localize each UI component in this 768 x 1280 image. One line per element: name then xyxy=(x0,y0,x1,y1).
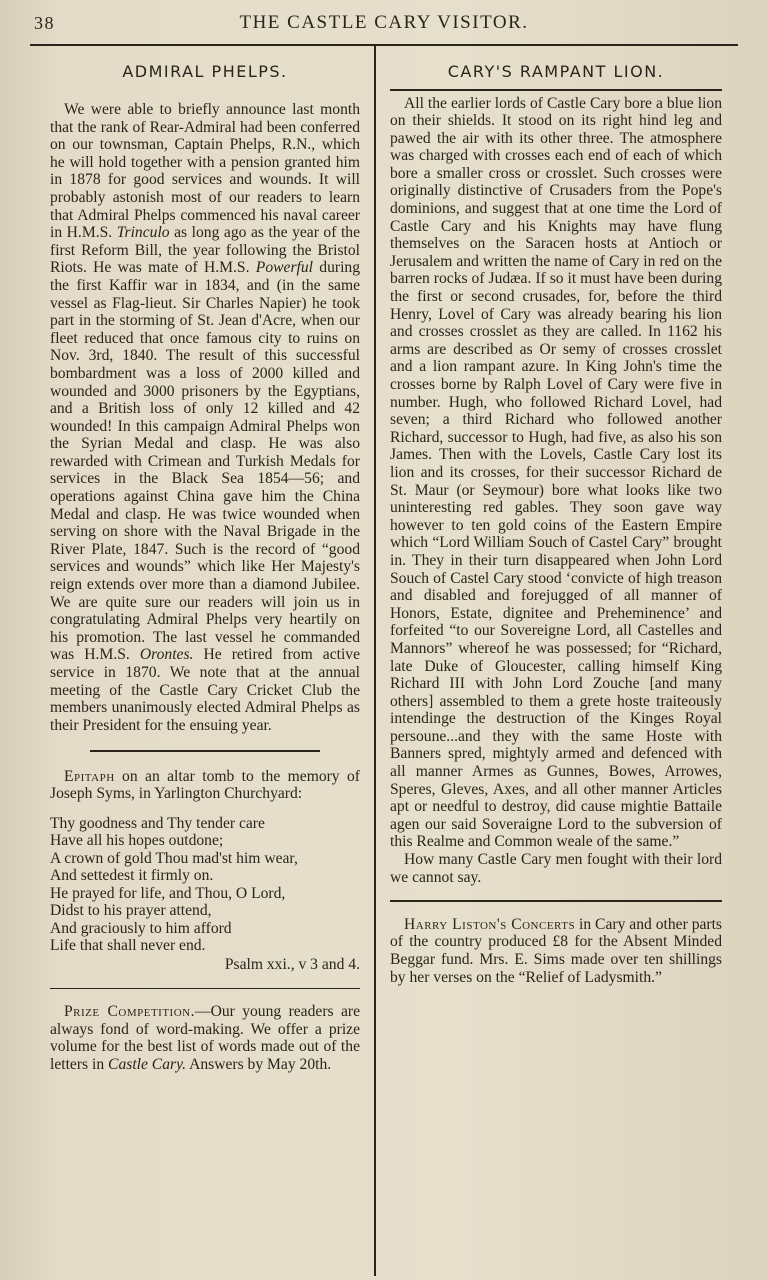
section-separator xyxy=(90,750,320,752)
text-segment: as long ago as the year of the first Reform Bill, the year following the Bristol Riots. He was mate of H.M.S. xyxy=(50,224,360,277)
column-divider xyxy=(374,46,376,1276)
article-title-admiral-phelps: ADMIRAL PHELPS. xyxy=(122,62,288,81)
article-carys-rampant-lion-body: All the earlier lords of Castle Cary bore a blue lion on their shields. It stood on its right hind leg and pawed the air with its other three. The atmosphere was charged with crosses each end of each of which bore a smaller cross or crosslet. Such crosses were originally distinctive of Crusaders from the Pope's dominions, and suggest that at one time the Lord of Castle Cary and his Knights may have flung themselves on the Saracen hosts at Antioch or Jerusalem and written the name of Cary in red on the barren rocks of Judæa. If so it must have been during the first or second crusades, for, before the third Henry, Lovel of Cary was already bearing his lion and crosses crosslet as they are called. In 1162 his arms are described as Or semy of crosses crosslet and a lion rampant azure. In King John's time the crosses borne by Ralph Lovel of Cary were five in number. Hugh, who followed Richard Lovel, had seven; a third Richard who followed another Richard, successor to Hugh, had five, as also his son James. Then with the Lovels, Castle Cary lost its lion and its crosses, for their successor Richard de St. Maur (or Seymour) bore what looks like two uninteresting red gables. They soon gave way however to ten gold coins of the Eastern Empire which “Lord William Souch of Castel Cary” brought in. They in their turn disappeared when John Lord Souch of Castel Cary stood ‘convicte of high treason and disabled and forejugged of all manner of Honors, Estate, dignitee and Preheminence’ and forfeited “to our Sovereigne Lord, all Castelles and Mannors” whereof he was possessed; for “Richard, late Duke of Gloucester, calling himself King Richard III with John Lord Zouche [and many others] assembled to them a grete hoste traiteously intendinge the destruction of the Kinges Royal persoune...and they with the same Hoste with Banners spred, mightyly armed and defenced with all manner Armes as Gunnes, Bowes, Arrowes, Speres, Gleves, Axes, and all other manner Articles apt or needful to destroy, did cause mightie Battaile agen our said Soveraigne Lord to the subversion of this Realme and Common weale of the same.” xyxy=(390,94,722,851)
header-rule xyxy=(30,44,738,46)
poem-line: Didst to his prayer attend, xyxy=(50,902,212,920)
prize-word: Castle Cary. xyxy=(108,1056,187,1073)
concerts-lead: Harry Liston's Concerts xyxy=(404,915,576,933)
text-segment: We were able to briefly announce last month that the rank of Rear-Admiral had been conferred on our townsman, Captain Phelps, R.N., which he will hold together with a pension granted him in 1878 for good services and wounds. It will probably astonish most of our readers to learn that Admiral Phelps commenced his naval career in H.M.S. xyxy=(50,101,360,242)
text-segment: He retired from active service in 1870. We note that at the annual meeting of the Castle Cary Cricket Club the members unanimously elected Admiral Phelps as their President for the ensuing year. xyxy=(50,646,360,734)
text-segment: Answers by May 20th. xyxy=(189,1056,332,1073)
poem-line: A crown of gold Thou mad'st him wear, xyxy=(50,849,298,867)
article-carys-rampant-lion-closing: How many Castle Cary men fought with their lord we cannot say. xyxy=(390,851,722,886)
text-segment: during the first Kaffir war in 1834, and (in the same vessel as Flag-lieut. Sir Charles Napier) he took part in the storming of St. Jean d'Acre, when our fleet reduced that once famous city to ruins on Nov. 3rd, 1840. The result of this successful bombardment was a loss of 2000 killed and wounded and 3000 prisoners by the Egyptians, and a British loss of only 12 killed and 42 wounded! In this campaign Admiral Phelps won the Syrian Medal and clasp. He was also rewarded with Crimean and Turkish Medals for services in the Black Sea 1854—56; and operations against China gave him the China Medal and clasp. He was twice wounded when serving on shore with the Naval Brigade in the River Plate, 1847. Such is the record of “good services and wounds” which like Her Majesty's reign extends over more than a diamond Jubilee. We are quite sure our readers will join us in congratulating Admiral Phelps very heartily on his promotion. The last vessel he commanded was H.M.S. xyxy=(50,259,360,664)
poem-line: And settedest it firmly on. xyxy=(50,867,214,885)
poem-line: He prayed for life, and Thou, O Lord, xyxy=(50,884,286,902)
article-admiral-phelps-body xyxy=(50,101,360,734)
poem-line: Have all his hopes outdone; xyxy=(50,832,224,850)
ship-name: Orontes. xyxy=(139,646,194,664)
article-title-carys-rampant-lion: CARY'S RAMPANT LION. xyxy=(447,62,665,81)
text-segment: —Our young readers are always fond of word-making. We offer a prize volume for the best list of words made out of the letters in xyxy=(50,1003,360,1073)
concerts-notice xyxy=(390,916,722,986)
page-header xyxy=(30,10,738,36)
text-segment: in Cary and other parts of the country produced £8 for the Absent Minded Beggar fund. Mrs. E. Sims made over ten shillings by her verses on the “Relief of Ladysmith.” xyxy=(390,915,722,986)
poem-line: And graciously to him afford xyxy=(50,919,232,937)
prize-competition-notice xyxy=(50,1003,360,1073)
section-separator xyxy=(50,988,360,990)
running-title: THE CASTLE CARY VISITOR. xyxy=(239,12,529,33)
section-separator xyxy=(390,900,722,902)
epitaph-poem xyxy=(50,815,360,974)
poem-citation: Psalm xxi., v 3 and 4. xyxy=(224,956,360,974)
title-underline xyxy=(390,89,722,91)
poem-line: Thy goodness and Thy tender care xyxy=(50,815,265,833)
ship-name: Powerful xyxy=(255,259,313,277)
right-column xyxy=(390,50,722,986)
poem-line: Life that shall never end. xyxy=(50,936,206,954)
epitaph-intro xyxy=(50,768,360,803)
ship-name: Trinculo xyxy=(116,224,170,242)
left-column xyxy=(50,50,360,1074)
text-segment: on an altar tomb to the memory of Joseph Syms, in Yarlington Churchyard: xyxy=(50,767,360,803)
epitaph-lead: Epitaph xyxy=(64,767,115,785)
prize-lead: Prize Competition. xyxy=(64,1003,195,1021)
page-number: 38 xyxy=(34,13,55,33)
